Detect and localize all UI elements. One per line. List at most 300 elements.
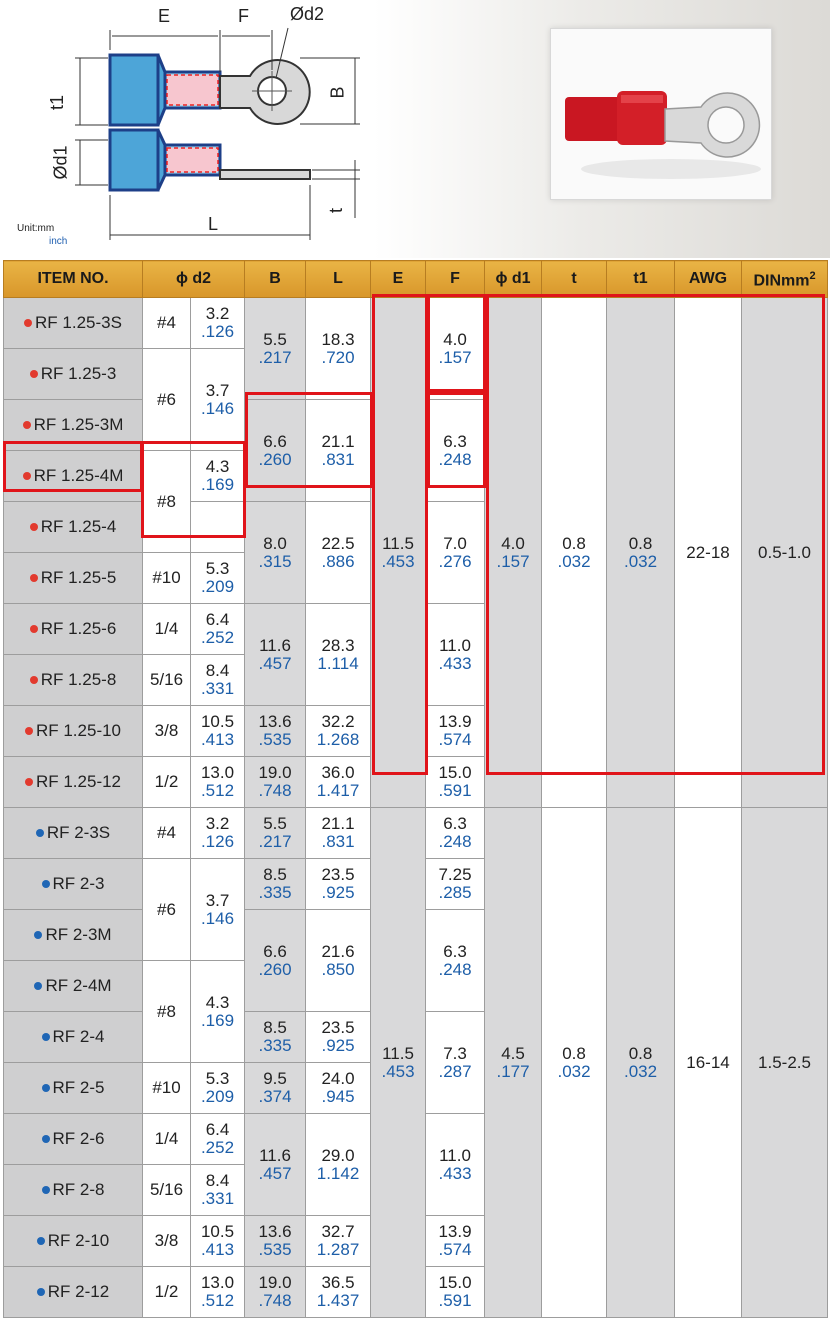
d2-cell-empty [191, 502, 245, 553]
b-inch: .457 [258, 653, 292, 673]
f-mm: 11.0 [439, 635, 471, 655]
item-cell [4, 1114, 143, 1165]
item-cell [4, 400, 143, 451]
t1-inch: .032 [623, 1061, 658, 1081]
t1-cell [607, 298, 675, 808]
b-cell [245, 859, 306, 910]
stud-cell: 3/8 [143, 706, 191, 757]
header-din-text: DINmm [753, 272, 810, 290]
d2-cell [191, 451, 245, 502]
item-no: RF 2-3 [52, 874, 105, 893]
b-cell [245, 757, 306, 808]
d2-cell [191, 757, 245, 808]
header-d2: ϕ d2 [143, 261, 245, 298]
b-inch: .260 [258, 449, 292, 469]
stud-cell: #4 [143, 298, 191, 349]
d2-mm: 5.3 [205, 559, 230, 578]
item-no: RF 2-3M [45, 925, 112, 944]
awg-cell: 16-14 [675, 808, 742, 1318]
f-cell [426, 604, 485, 706]
l-mm: 18.3 [321, 329, 355, 349]
f-cell [426, 1012, 485, 1114]
stud-cell: 1/2 [143, 757, 191, 808]
b-inch: .748 [258, 781, 292, 800]
dimension-label-l: L [208, 214, 219, 234]
d1-inch: .157 [496, 551, 530, 571]
f-inch: .433 [438, 1163, 472, 1183]
l-inch: .886 [321, 551, 355, 571]
stud-cell: #8 [143, 961, 191, 1063]
unit-inch-label: inch [49, 236, 68, 247]
t-mm: 0.8 [562, 533, 586, 553]
f-mm: 15.0 [438, 1273, 472, 1292]
d2-mm: 6.4 [205, 1120, 230, 1139]
d2-inch: .331 [200, 679, 235, 698]
d2-inch: .169 [200, 475, 235, 494]
l-cell [306, 808, 371, 859]
d2-mm: 3.2 [205, 304, 230, 323]
d2-inch: .413 [200, 730, 235, 749]
f-cell [426, 1267, 485, 1318]
t-cell [542, 808, 607, 1318]
f-inch: .285 [438, 883, 472, 902]
d2-mm: 3.7 [205, 890, 230, 910]
e-cell [371, 808, 426, 1318]
d2-cell [191, 349, 245, 451]
b-cell [245, 502, 306, 604]
header-t: t [542, 261, 607, 298]
red-dot-icon [30, 523, 38, 531]
red-dot-icon [23, 472, 31, 480]
d2-inch: .252 [200, 628, 235, 647]
d2-mm: 3.2 [205, 814, 230, 833]
item-no: RF 2-8 [52, 1180, 105, 1199]
dimension-label-d2: Ød2 [290, 4, 325, 24]
item-cell [4, 859, 143, 910]
l-mm: 32.7 [321, 1222, 355, 1241]
red-dot-icon [23, 421, 31, 429]
b-mm: 8.5 [263, 865, 287, 884]
d2-inch: .126 [200, 832, 235, 851]
l-inch: .850 [321, 959, 355, 979]
t1-inch: .032 [623, 551, 658, 571]
l-inch: 1.142 [316, 1163, 360, 1183]
d2-inch: .512 [200, 1291, 235, 1310]
b-mm: 11.6 [259, 635, 291, 655]
dimension-label-t: t [326, 207, 347, 214]
red-dot-icon [24, 319, 32, 327]
blue-dot-icon [42, 1033, 50, 1041]
b-inch: .748 [258, 1291, 292, 1310]
l-inch: 1.417 [316, 781, 360, 800]
l-inch: .925 [321, 1036, 355, 1055]
ring-terminal-spec-table [3, 260, 828, 1318]
f-inch: .248 [438, 449, 472, 469]
l-mm: 24.0 [321, 1069, 355, 1088]
l-mm: 36.5 [321, 1273, 355, 1292]
b-mm: 13.6 [258, 1222, 292, 1241]
b-cell [245, 1063, 306, 1114]
header-item-no: ITEM NO. [4, 261, 143, 298]
d2-inch: .512 [200, 781, 235, 800]
l-mm: 22.5 [321, 533, 355, 553]
d2-mm: 3.7 [205, 380, 230, 400]
item-no: RF 2-5 [52, 1078, 105, 1097]
b-inch: .260 [258, 959, 292, 979]
item-no: RF 1.25-10 [35, 721, 122, 740]
item-no: RF 2-3S [46, 823, 111, 842]
e-inch: .453 [381, 1061, 415, 1081]
item-cell [4, 1216, 143, 1267]
item-no: RF 1.25-12 [35, 772, 122, 791]
terminal-dimension-diagram [0, 0, 380, 258]
blue-dot-icon [37, 1237, 45, 1245]
l-cell [306, 1216, 371, 1267]
item-cell [4, 757, 143, 808]
product-photo [550, 28, 772, 200]
item-cell [4, 553, 143, 604]
f-inch: .248 [438, 832, 472, 851]
item-no: RF 1.25-4M [33, 466, 124, 485]
l-inch: 1.114 [317, 653, 359, 673]
item-no: RF 1.25-8 [40, 670, 117, 689]
item-cell [4, 655, 143, 706]
header-t1: t1 [607, 261, 675, 298]
stud-cell: 1/4 [143, 1114, 191, 1165]
d2-inch: .169 [200, 1010, 235, 1030]
f-mm: 6.3 [443, 431, 467, 451]
stud-cell: 1/4 [143, 604, 191, 655]
d2-cell [191, 961, 245, 1063]
b-mm: 9.5 [263, 1069, 287, 1088]
f-inch: .433 [438, 653, 472, 673]
b-mm: 8.0 [263, 533, 287, 553]
header-f: F [426, 261, 485, 298]
blue-dot-icon [36, 829, 44, 837]
f-cell [426, 757, 485, 808]
item-no: RF 2-6 [52, 1129, 105, 1148]
item-no: RF 2-12 [47, 1282, 110, 1301]
b-inch: .535 [258, 1240, 292, 1259]
d2-mm: 4.3 [205, 992, 230, 1012]
e-cell [371, 298, 426, 808]
awg-cell: 22-18 [675, 298, 742, 808]
item-cell [4, 1063, 143, 1114]
l-cell [306, 502, 371, 604]
red-dot-icon [30, 370, 38, 378]
e-mm: 11.5 [382, 533, 414, 553]
dimension-label-b: B [327, 86, 348, 99]
l-mm: 36.0 [321, 763, 355, 782]
d2-inch: .252 [200, 1138, 235, 1157]
blue-dot-icon [42, 1186, 50, 1194]
f-mm: 13.9 [438, 1222, 472, 1241]
f-inch: .157 [438, 347, 472, 367]
b-cell [245, 808, 306, 859]
d2-cell [191, 859, 245, 961]
table-row [4, 808, 828, 859]
header-l: L [306, 261, 371, 298]
item-cell [4, 961, 143, 1012]
f-cell [426, 400, 485, 502]
blue-dot-icon [34, 982, 42, 990]
blue-dot-icon [42, 880, 50, 888]
item-no: RF 1.25-3S [35, 313, 122, 332]
l-cell [306, 604, 371, 706]
unit-mm-label: Unit:mm [17, 223, 55, 234]
f-mm: 4.0 [443, 329, 467, 349]
d2-mm: 4.3 [205, 457, 230, 476]
l-mm: 23.5 [321, 1018, 355, 1037]
item-no: RF 1.25-3 [40, 364, 117, 383]
b-cell [245, 1216, 306, 1267]
b-cell [245, 400, 306, 502]
b-inch: .335 [258, 1036, 292, 1055]
f-cell [426, 1216, 485, 1267]
d2-inch: .146 [200, 908, 235, 928]
item-cell [4, 808, 143, 859]
d2-inch: .413 [200, 1240, 235, 1259]
d2-mm: 5.3 [205, 1069, 230, 1088]
e-mm: 11.5 [382, 1043, 414, 1063]
stud-cell: #6 [143, 859, 191, 961]
d2-cell [191, 706, 245, 757]
blue-dot-icon [42, 1135, 50, 1143]
d2-cell [191, 1267, 245, 1318]
f-cell [426, 502, 485, 604]
b-cell [245, 706, 306, 757]
item-cell [4, 502, 143, 553]
l-cell [306, 298, 371, 400]
d2-cell [191, 808, 245, 859]
d2-cell [191, 553, 245, 604]
f-cell [426, 910, 485, 1012]
d2-inch: .126 [200, 322, 235, 341]
dimension-label-d1: Ød1 [50, 145, 71, 180]
din-cell: 1.5-2.5 [742, 808, 828, 1318]
b-cell [245, 910, 306, 1012]
header-awg: AWG [675, 261, 742, 298]
t1-mm: 0.8 [628, 1043, 653, 1063]
l-inch: 1.437 [316, 1291, 360, 1310]
header-din-sup: 2 [809, 270, 816, 283]
item-cell [4, 1165, 143, 1216]
l-cell [306, 1063, 371, 1114]
f-cell [426, 298, 485, 400]
b-mm: 19.0 [258, 763, 292, 782]
b-cell [245, 1267, 306, 1318]
stud-cell: #8 [143, 451, 191, 553]
red-dot-icon [25, 727, 33, 735]
red-dot-icon [25, 778, 33, 786]
e-inch: .453 [381, 551, 415, 571]
f-mm: 13.9 [438, 712, 472, 731]
d2-cell [191, 298, 245, 349]
d2-inch: .331 [200, 1189, 235, 1208]
blue-dot-icon [37, 1288, 45, 1296]
red-dot-icon [30, 574, 38, 582]
f-inch: .591 [438, 781, 472, 800]
l-cell [306, 1012, 371, 1063]
f-inch: .591 [438, 1291, 472, 1310]
l-inch: 1.268 [316, 730, 360, 749]
b-mm: 8.5 [263, 1018, 287, 1037]
b-mm: 6.6 [263, 941, 287, 961]
b-inch: .217 [258, 832, 292, 851]
d2-cell [191, 1216, 245, 1267]
l-inch: 1.287 [316, 1240, 360, 1259]
stud-cell: #10 [143, 1063, 191, 1114]
d2-cell [191, 604, 245, 655]
d2-mm: 6.4 [205, 610, 230, 629]
f-mm: 6.3 [443, 941, 467, 961]
stud-cell: 5/16 [143, 1165, 191, 1216]
item-no: RF 2-4M [45, 976, 112, 995]
b-cell [245, 298, 306, 400]
f-inch: .276 [438, 551, 472, 571]
d2-inch: .209 [200, 1087, 235, 1106]
b-mm: 5.5 [263, 329, 287, 349]
item-cell [4, 451, 143, 502]
l-mm: 21.1 [321, 431, 355, 451]
d2-cell [191, 1063, 245, 1114]
d1-mm: 4.0 [501, 533, 525, 553]
f-inch: .574 [438, 1240, 472, 1259]
d2-mm: 8.4 [205, 661, 230, 680]
item-cell [4, 910, 143, 961]
l-mm: 21.6 [321, 941, 355, 961]
stud-cell: 1/2 [143, 1267, 191, 1318]
d2-mm: 10.5 [200, 1222, 235, 1241]
f-cell [426, 859, 485, 910]
b-inch: .315 [258, 551, 292, 571]
l-cell [306, 706, 371, 757]
item-no: RF 2-4 [52, 1027, 105, 1046]
d2-mm: 8.4 [205, 1171, 230, 1190]
red-dot-icon [30, 676, 38, 684]
table-header-row [4, 261, 828, 298]
l-cell [306, 400, 371, 502]
l-inch: .831 [321, 449, 355, 469]
d1-mm: 4.5 [501, 1043, 525, 1063]
b-inch: .457 [258, 1163, 292, 1183]
b-mm: 6.6 [263, 431, 287, 451]
l-mm: 29.0 [321, 1145, 355, 1165]
d2-mm: 13.0 [200, 763, 235, 782]
item-no: RF 1.25-6 [40, 619, 117, 638]
f-mm: 7.25 [438, 865, 472, 884]
stud-cell: #10 [143, 553, 191, 604]
t-inch: .032 [557, 551, 591, 571]
d2-mm: 13.0 [200, 1273, 235, 1292]
product-banner [0, 0, 830, 258]
f-cell [426, 706, 485, 757]
l-mm: 23.5 [321, 865, 355, 884]
header-din [742, 261, 828, 298]
header-e: E [371, 261, 426, 298]
f-mm: 7.3 [443, 1043, 467, 1063]
red-dot-icon [30, 625, 38, 633]
b-cell [245, 1114, 306, 1216]
item-cell [4, 1267, 143, 1318]
d1-inch: .177 [496, 1061, 530, 1081]
stud-cell: #6 [143, 349, 191, 451]
item-cell [4, 706, 143, 757]
b-mm: 19.0 [258, 1273, 292, 1292]
b-mm: 13.6 [258, 712, 292, 731]
b-inch: .535 [258, 730, 292, 749]
f-mm: 11.0 [439, 1145, 471, 1165]
l-cell [306, 1267, 371, 1318]
d2-cell [191, 1165, 245, 1216]
header-d1: ϕ d1 [485, 261, 542, 298]
b-mm: 5.5 [263, 814, 287, 833]
blue-dot-icon [42, 1084, 50, 1092]
stud-cell: 3/8 [143, 1216, 191, 1267]
f-mm: 6.3 [443, 814, 467, 833]
d2-cell [191, 1114, 245, 1165]
l-mm: 21.1 [321, 814, 355, 833]
f-inch: .287 [438, 1061, 472, 1081]
stud-cell: 5/16 [143, 655, 191, 706]
item-cell [4, 298, 143, 349]
d2-cell [191, 655, 245, 706]
l-cell [306, 757, 371, 808]
t1-mm: 0.8 [628, 533, 653, 553]
header-b: B [245, 261, 306, 298]
item-no: RF 1.25-5 [40, 568, 117, 587]
table-row [4, 298, 828, 349]
l-cell [306, 1114, 371, 1216]
item-no: RF 1.25-4 [40, 517, 117, 536]
item-cell [4, 604, 143, 655]
t-mm: 0.8 [562, 1043, 586, 1063]
f-cell [426, 808, 485, 859]
t1-cell [607, 808, 675, 1318]
f-mm: 7.0 [443, 533, 467, 553]
din-cell: 0.5-1.0 [742, 298, 828, 808]
t-inch: .032 [557, 1061, 591, 1081]
item-cell [4, 1012, 143, 1063]
b-cell [245, 1012, 306, 1063]
dimension-label-t1: t1 [47, 94, 68, 111]
d2-inch: .209 [200, 577, 235, 596]
item-cell [4, 349, 143, 400]
f-inch: .248 [438, 959, 472, 979]
f-inch: .574 [438, 730, 472, 749]
t-cell [542, 298, 607, 808]
l-inch: .925 [321, 883, 355, 902]
d2-mm: 10.5 [200, 712, 235, 731]
d1-cell [485, 298, 542, 808]
b-mm: 11.6 [259, 1145, 291, 1165]
b-inch: .335 [258, 883, 292, 902]
l-mm: 32.2 [321, 712, 355, 731]
b-inch: .217 [258, 347, 292, 367]
item-no: RF 2-10 [47, 1231, 110, 1250]
l-mm: 28.3 [321, 635, 355, 655]
item-no: RF 1.25-3M [33, 415, 124, 434]
blue-dot-icon [34, 931, 42, 939]
l-inch: .831 [321, 832, 355, 851]
l-cell [306, 859, 371, 910]
l-inch: .945 [321, 1087, 355, 1106]
b-inch: .374 [258, 1087, 292, 1106]
l-inch: .720 [321, 347, 355, 367]
l-cell [306, 910, 371, 1012]
d2-inch: .146 [200, 398, 235, 418]
dimension-label-f: F [238, 6, 249, 26]
